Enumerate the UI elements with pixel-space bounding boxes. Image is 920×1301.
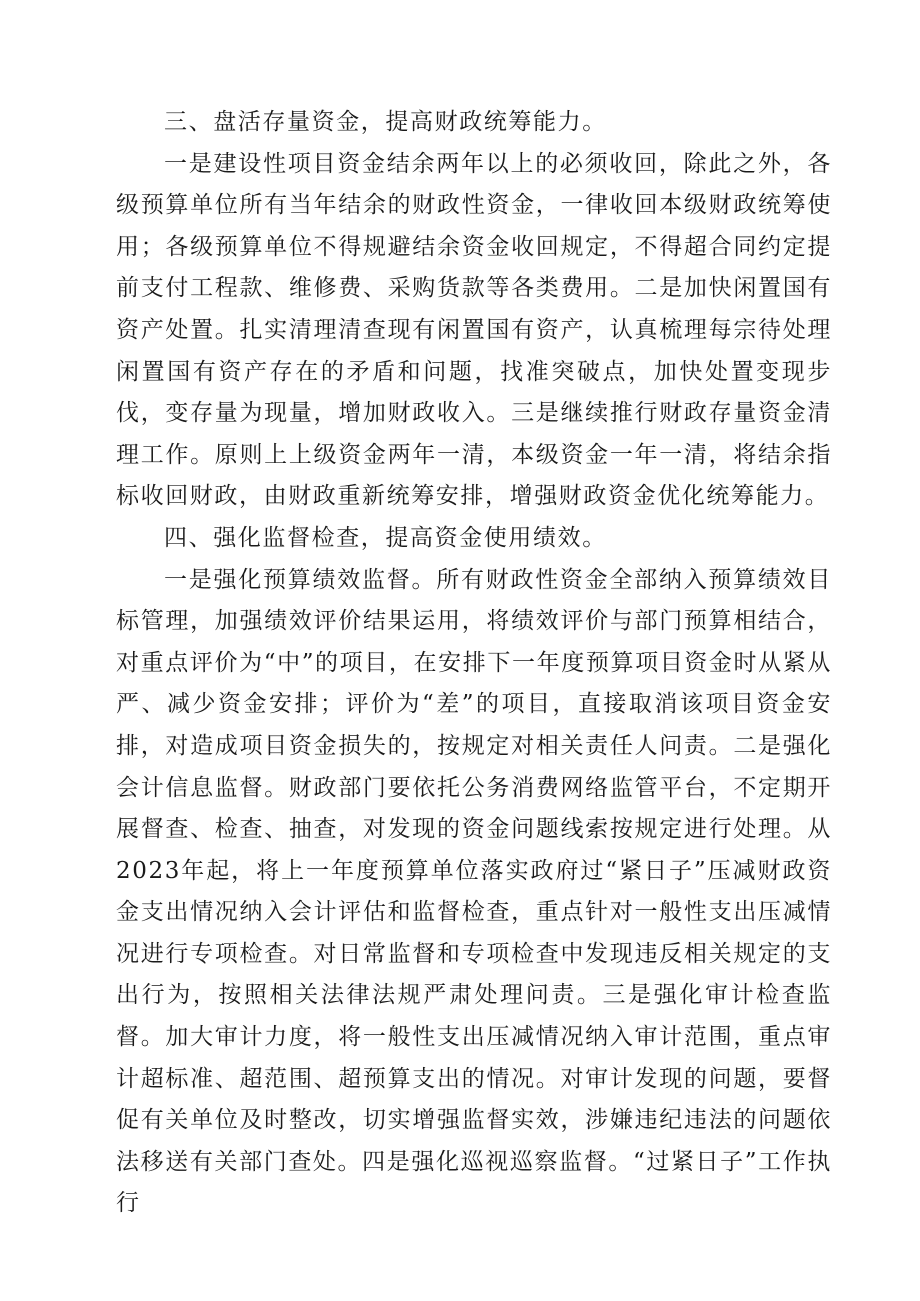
section-heading-3: 三、盘活存量资金，提高财政统筹能力。 — [164, 109, 607, 135]
section-paragraph-4: 一是强化预算绩效监督。所有财政性资金全部纳入预算绩效目标管理，加强绩效评价结果运用，将绩效评价与部门预算相结合，对重点评价为“中”的项目，在安排下一年度预算项目资金时从紧从严、减少资金安排；评价为“差”的项目，直接取消该项目资金安排，对造成项目资金损失的，按规定对相关责任人问责。二是强化会计信息监督。财政部门要依托公务消费网络监管平台，不定期开展督查、检查、抽查，对发现的资金问题线索按规定进行处理。从2023年起，将上一年度预算单位落实政府过“紧日子”压减财政资金支出情况纳入会计评估和监督检查，重点针对一般性支出压减情况进行专项检查。对日常监督和专项检查中发现违反相关规定的支出行为，按照相关法律法规严肃处理问责。三是强化审计检查监督。加大审计力度，将一般性支出压减情况纳入审计范围，重点审计超标准、超范围、超预算支出的情况。对审计发现的问题，要督促有关单位及时整改，切实增强监督实效，涉嫌违纪违法的问题依法移送有关部门查处。四是强化巡视巡察监督。“过紧日子”工作执行 — [116, 566, 832, 1217]
section-paragraph-3: 一是建设性项目资金结余两年以上的必须收回，除此之外，各级预算单位所有当年结余的财政性资金，一律收回本级财政统筹使用；各级预算单位不得规避结余资金收回规定，不得超合同约定提前支付工程款、维修费、采购货款等各类费用。二是加快闲置国有资产处置。扎实清理清查现有闲置国有资产，认真梳理每宗待处理闲置国有资产存在的矛盾和问题，找准突破点，加快处置变现步伐，变存量为现量，增加财政收入。三是继续推行财政存量资金清理工作。原则上上级资金两年一清，本级资金一年一清，将结余指标收回财政，由财政重新统筹安排，增强财政资金优化统筹能力。 — [116, 150, 832, 510]
document-body — [116, 102, 832, 1225]
section-heading-4: 四、强化监督检查，提高资金使用绩效。 — [164, 524, 607, 551]
